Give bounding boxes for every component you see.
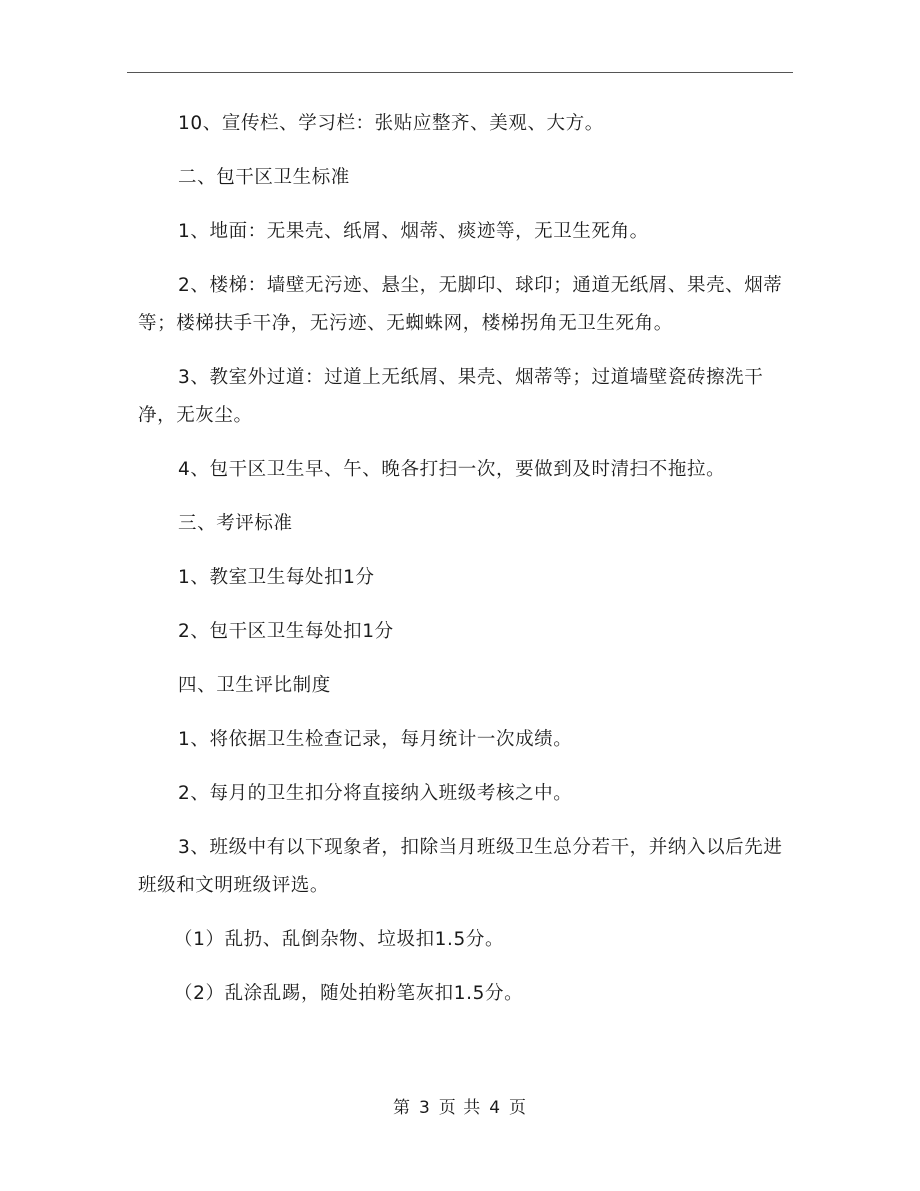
- footer-suffix: 页: [509, 1098, 528, 1118]
- section-heading-3: 三、考评标准: [178, 513, 293, 534]
- paragraph-cleaning-schedule: 4、包干区卫生早、午、晚各打扫一次，要做到及时清扫不拖拉。: [178, 459, 726, 480]
- section-heading-2: 二、包干区卫生标准: [178, 167, 350, 188]
- header-rule: [127, 72, 793, 73]
- paragraph-corridor: 3、教室外过道：过道上无纸屑、果壳、烟蒂等；过道墙壁瓷砖擦洗干净，无灰尘。: [138, 367, 764, 426]
- paragraph-assessment: 2、每月的卫生扣分将直接纳入班级考核之中。: [178, 783, 573, 804]
- paragraph-penalties: 3、班级中有以下现象者，扣除当月班级卫生总分若干，并纳入以后先进班级和文明班级评选。: [138, 837, 783, 896]
- paragraph-ground: 1、地面：无果壳、纸屑、烟蒂、痰迹等，无卫生死角。: [178, 221, 649, 242]
- footer-total-pages: 4: [489, 1098, 502, 1118]
- footer-middle: 页 共: [438, 1098, 482, 1118]
- paragraph-area-deduction: 2、包干区卫生每处扣1分: [178, 621, 394, 642]
- document-body: [138, 105, 788, 1029]
- paragraph-graffiti-penalty: （2）乱涂乱踢，随处拍粉笔灰扣1.5分。: [174, 983, 524, 1004]
- footer-prefix: 第: [392, 1098, 411, 1118]
- page-footer: [0, 1096, 920, 1120]
- paragraph-litter-penalty: （1）乱扔、乱倒杂物、垃圾扣1.5分。: [174, 929, 505, 950]
- section-heading-4: 四、卫生评比制度: [178, 675, 331, 696]
- paragraph-classroom-deduction: 1、教室卫生每处扣1分: [178, 567, 375, 588]
- paragraph-10-bulletin-boards: 10、宣传栏、学习栏：张贴应整齐、美观、大方。: [178, 113, 604, 134]
- footer-current-page: 3: [418, 1098, 431, 1118]
- paragraph-monthly-stats: 1、将依据卫生检查记录，每月统计一次成绩。: [178, 729, 573, 750]
- paragraph-stairs: 2、楼梯：墙壁无污迹、悬尘，无脚印、球印；通道无纸屑、果壳、烟蒂等；楼梯扶手干净，无污迹、无蜘蛛网，楼梯拐角无卫生死角。: [138, 275, 783, 334]
